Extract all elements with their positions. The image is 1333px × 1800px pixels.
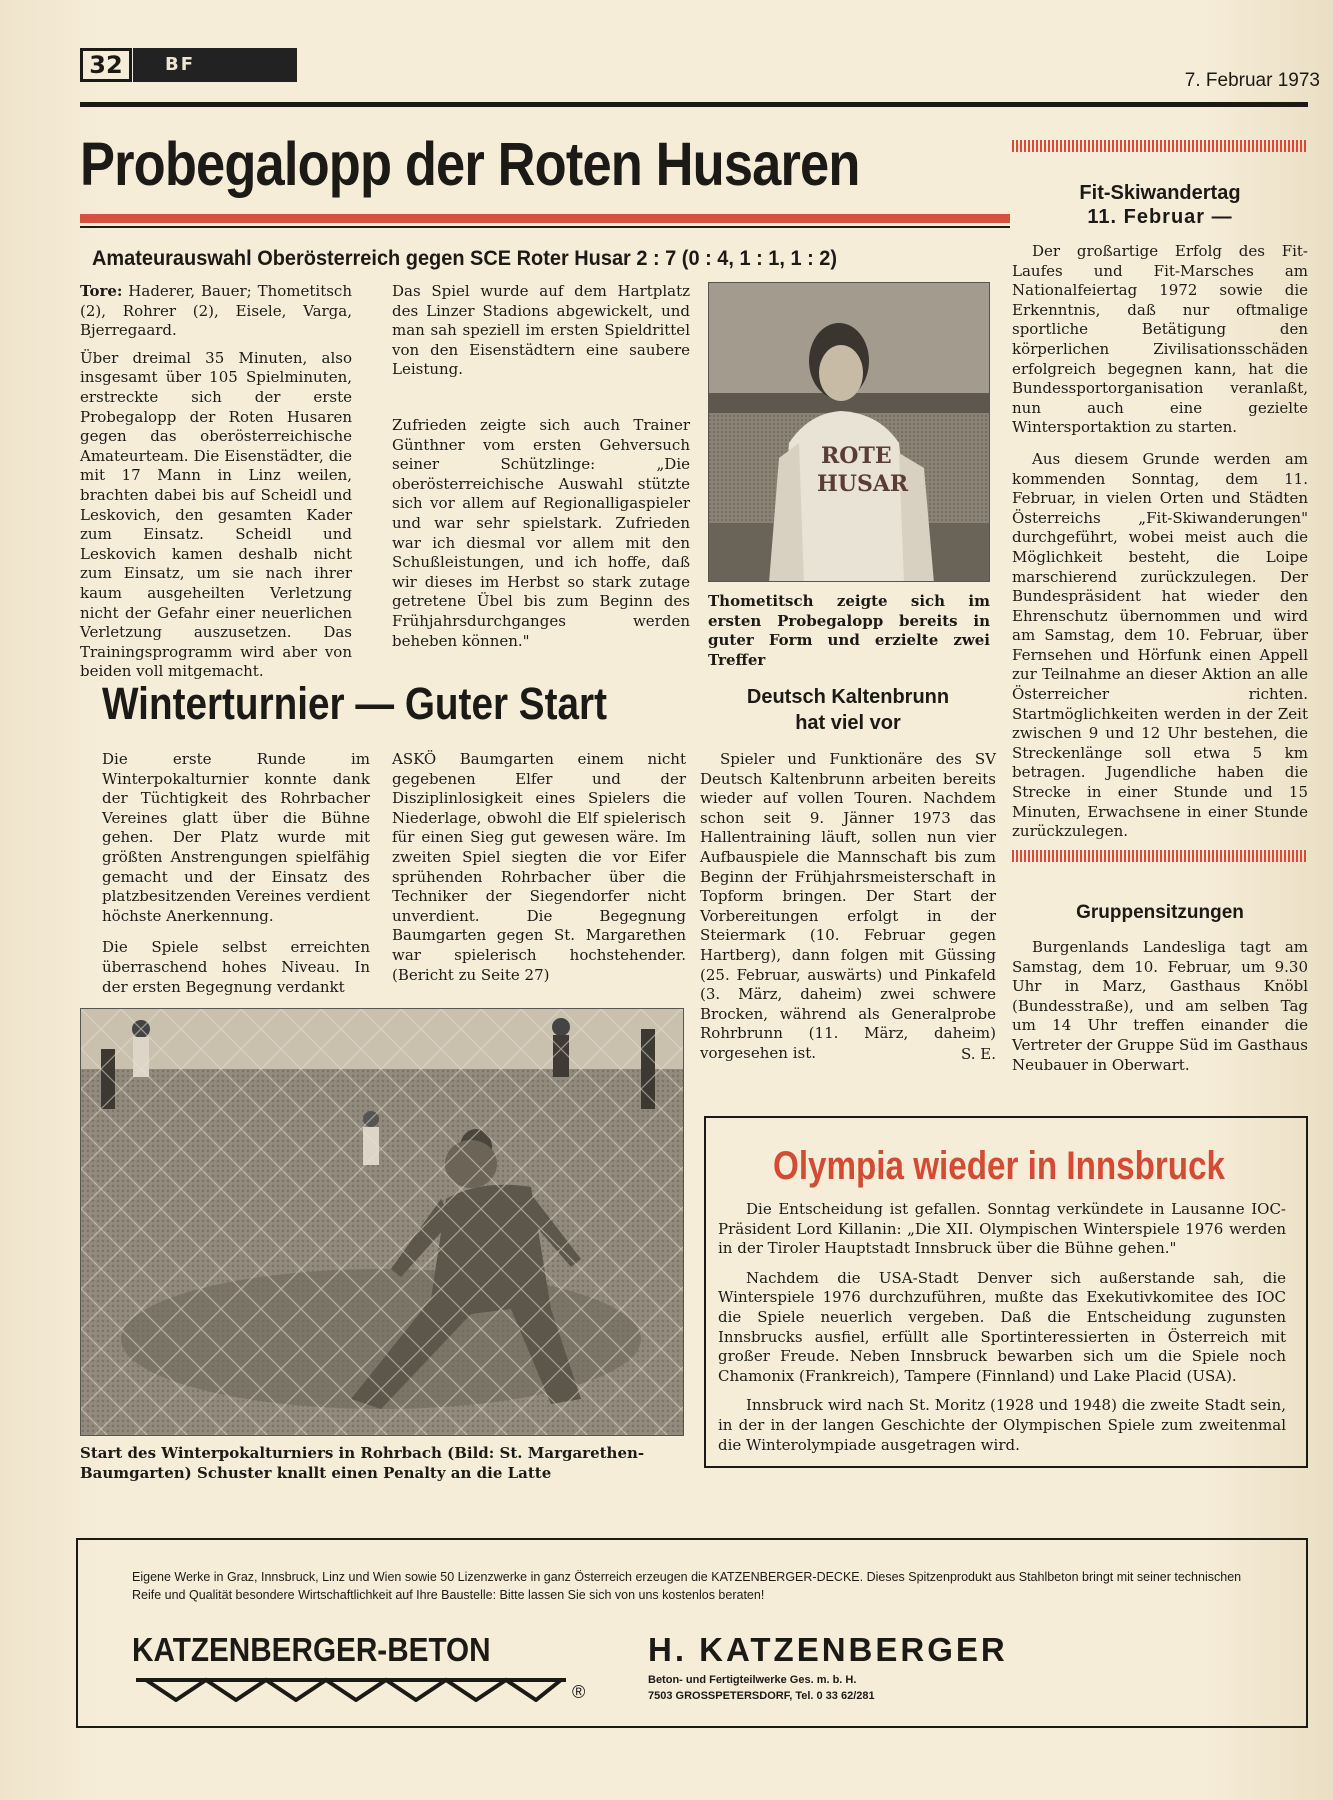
main-article-p3: Das Spiel wurde auf dem Hartplatz des Linzer Stadions abgewickelt, und man sah speziell im ersten Spieldrittel von den Eisenstädtern eine saubere Leistung. (392, 282, 690, 379)
main-article-p4: Zufrieden zeigte sich auch Trainer Günthner vom ersten Gehversuch seiner Schützlinge: „Die oberösterreichische Auswahl stützte sich vor allem auf Regionalligaspieler und war sehr spielstark. Zufrieden war ich diesmal vor allem mit den Schußleistungen, und ich hoffe, daß wir dieses im Herbst so stark zutage getretene Übel bis zum Beginn des Frühjahrsdurchganges werden beheben können." (392, 415, 690, 650)
sidebar-top-hatch (1012, 140, 1308, 152)
olympia-p3: Innsbruck wird nach St. Moritz (1928 und 1948) die zweite Stadt sein, in der in der langen Geschichte der Olympischen Spiele zum zweitenmal die Winterolympiade ausgetragen wird. (718, 1396, 1286, 1454)
olympia-body (718, 1200, 1286, 1455)
winterturnier-p1: Die erste Runde im Winterpokalturnier konnte dank der Tüchtigkeit des Rohrbacher Vereines glatt über die Bühne gehen. Der Platz wurde mit größten Anstrengungen spielfähig gemacht und der Einsatz des platzbesitzenden Vereines verdient höchste Anerkennung. (102, 750, 370, 925)
gruppensitzungen-body (1012, 938, 1308, 1075)
advert-text: Eigene Werke in Graz, Innsbruck, Linz und Wien sowie 50 Lizenzwerke in ganz Österreich erzeugen die KATZENBERGER-DECKE. Dieses Spitzenprodukt aus Stahlbeton bringt mit seiner technischen Reife und Qualität besondere Wirtschaftlichkeit auf Ihre Baustelle: Bitte lassen Sie sich von uns kostenlos beraten! (132, 1570, 1242, 1602)
main-subhead: Amateurauswahl Oberösterreich gegen SCE Roter Husar 2 : 7 (0 : 4, 1 : 1, 1 : 2) (92, 247, 838, 270)
olympia-p1: Die Entscheidung ist gefallen. Sonntag verkündete in Lausanne IOC-Präsident Lord Killanin: „Die XII. Olympischen Winterspiele 1976 werden in der Tiroler Hauptstadt Innsbruck über die Bühne gehen." (718, 1200, 1286, 1258)
tore-paragraph (80, 282, 352, 341)
advert-company-line-1: Beton- und Fertigteilwerke Ges. m. b. H. (648, 1674, 857, 1686)
advert-logo (136, 1676, 566, 1702)
tore-label: Tore: (80, 282, 123, 300)
page-number: 32 (80, 48, 132, 82)
kaltenbrunn-headline-1: Deutsch Kaltenbrunn (746, 686, 950, 708)
headline-red-rule (80, 214, 1010, 223)
winterturnier-p3: ASKÖ Baumgarten einem nicht gegebenen Elfer und der Disziplinlosigkeit eines Spielers die Niederlage, obwohl die Elf spielerisch für einen Sieg gut gewesen wäre. Im zweiten Spiel siegten die vor Eifer sprühenden Rohrbacher über die Techniker der Siegendorfer nicht unverdient. Die Begegnung Baumgarten gegen St. Margarethen war spielerisch hochstehender. (Bericht zu Seite 27) (392, 750, 686, 984)
player-photo (708, 282, 990, 582)
katzenberger-truss-icon (136, 1676, 566, 1702)
skiwandertag-p1: Der großartige Erfolg des Fit-Laufes und Fit-Marsches am Nationalfeiertag 1972 sowie die Erkenntnis, daß nur oftmalige sportliche Betätigung den körperlichen Zivilisationsschäden erfolgreich begegnen kann, hat die Bundessportorganisation veranlaßt, nun auch eine gezielte Wintersportaktion zu starten. (1012, 242, 1308, 437)
skiwandertag-p2: Aus diesem Grunde werden am kommenden Sonntag, dem 11. Februar, in vielen Orten und Städten Österreichs „Fit-Skiwanderungen" durchgeführt, wobei meist auch die Möglichkeit besteht, die Loipe marschierend zurückzulegen. Der Bundespräsident hat wieder den Ehrenschutz übernommen und wird am Samstag, dem 10. Februar, über Fernsehen und Hörfunk einen Appell zur Teilnahme an dieser Aktion an alle Österreicher richten. Startmöglichkeiten werden in der Zeit zwischen 9 und 12 Uhr bestehen, die Streckenlänge soll etwa 5 km betragen. Jugendliche haben die Strecke in einer Stunde und 15 Minuten, Erwachsene in einer Stunde zurückzulegen. (1012, 449, 1308, 841)
kaltenbrunn-headline-2: hat viel vor (795, 712, 901, 734)
main-article-p2: Über dreimal 35 Minuten, also insgesamt über 105 Spielminuten, erstreckte sich der erste Probegalopp der Roten Husaren gegen das oberösterreichische Amateurteam. Die Eisenstädter, die mit 17 Mann in Linz weilen, brachten dabei bis auf Scheidl und Leskovich, den gesamten Kader zum Einsatz. Scheidl und Leskovich kamen deshalb nicht zum Einsatz, um sie nach ihrer kaum ausgeheilten Verletzung nicht der Gefahr einer neuerlichen Verletzung auszusetzen. Das Trainingsprogramm wird aber von beiden voll mitgemacht. (80, 348, 352, 681)
shirt-text-line-2: HUSAR (817, 471, 909, 497)
kaltenbrunn-body (700, 750, 996, 1064)
issue-date: 7. Februar 1973 (1184, 70, 1320, 91)
section-tag: BF (133, 48, 297, 82)
olympia-headline: Olympia wieder in Innsbruck (772, 1144, 1226, 1188)
skiwandertag-headline-1: Fit-Skiwandertag (1079, 182, 1241, 204)
winterturnier-col-1 (102, 750, 370, 997)
winterturnier-headline: Winterturnier — Guter Start (102, 678, 607, 729)
header-rule (80, 102, 1308, 107)
winterturnier-p2: Die Spiele selbst erreichten überraschend hohes Niveau. In der ersten Begegnung verdankt (102, 938, 370, 996)
gruppensitzungen-headline: Gruppensitzungen (1076, 902, 1244, 923)
gruppensitzungen-text: Burgenlands Landesliga tagt am Samstag, dem 10. Februar, um 9.30 Uhr in Marz, Gasthaus Knöbl (Bundesstraße), und am selben Tag um 14 Uhr treffen einander die Vertreter der Gruppe Süd im Gasthaus Neubauer in Oberwart. (1012, 938, 1308, 1074)
winterturnier-col-2 (392, 750, 686, 985)
tore-text: Haderer, Bauer; Thometitsch (2), Rohrer (2), Eisele, Varga, Bjerregaard. (80, 282, 352, 340)
kaltenbrunn-text: Spieler und Funktionäre des SV Deutsch Kaltenbrunn arbeiten bereits wieder auf vollen Touren. Nachdem schon seit 9. Jänner 1973 das Hallentraining läuft, sollen nun vier Aufbauspiele die Mannschaft bis zum Beginn der Frühjahrsmeisterschaft in Topform bringen. Der Start der Vorbereitungen erfolgt in der Steiermark (10. Februar gegen Hartberg), dann folgen mit Güssing (25. Februar, auswärts) und Pinkafeld (3. März, daheim) zwei schwere Brocken, während als Generalprobe Rohrbrunn (11. März, daheim) vorgesehen ist. (700, 750, 996, 1062)
main-article-col-1 (80, 282, 352, 682)
skiwandertag-body (1012, 242, 1308, 842)
advert-brand-left: KATZENBERGER-BETON (132, 1631, 491, 1668)
advert-registered-mark: ® (572, 1682, 586, 1702)
olympia-p2: Nachdem die USA-Stadt Denver sich außerstande sah, die Winterspiele 1976 durchzuführen, mußte das Exekutivkomitee des IOC die Spiele neuerlich vergeben. Daß die Entscheidung zugunsten Innsbrucks ausfiel, erfüllt alle Sportinteressierten in Österreich mit großer Freude. Neben Innsbruck bewarben sich um die Spiele noch Chamonix (Frankreich), Tampere (Finnland) und Lake Placid (USA). (718, 1268, 1286, 1385)
penalty-photo (80, 1008, 684, 1436)
main-headline: Probegalopp der Roten Husaren (80, 130, 860, 198)
main-article-col-2 (392, 282, 690, 651)
gruppensitzungen-hatch (1012, 850, 1308, 862)
headline-thin-rule (80, 226, 1010, 228)
kaltenbrunn-signature: S. E. (961, 1044, 996, 1063)
advert-company-line-2: 7503 GROSSPETERSDORF, Tel. 0 33 62/281 (648, 1690, 875, 1702)
player-photo-caption: Thometitsch zeigte sich im ersten Probegalopp bereits in guter Form und erzielte zwei Treffer (708, 592, 990, 669)
advert-brand-right: H. KATZENBERGER (648, 1631, 1008, 1668)
shirt-text-line-1: ROTE (821, 443, 892, 469)
skiwandertag-headline-2: 11. Februar — (1087, 206, 1233, 228)
penalty-photo-image (81, 1009, 684, 1436)
player-photo-image (709, 283, 990, 582)
penalty-photo-caption: Start des Winterpokalturniers in Rohrbach (Bild: St. Margarethen-Baumgarten) Schuster knallt einen Penalty an die Latte (80, 1444, 645, 1482)
